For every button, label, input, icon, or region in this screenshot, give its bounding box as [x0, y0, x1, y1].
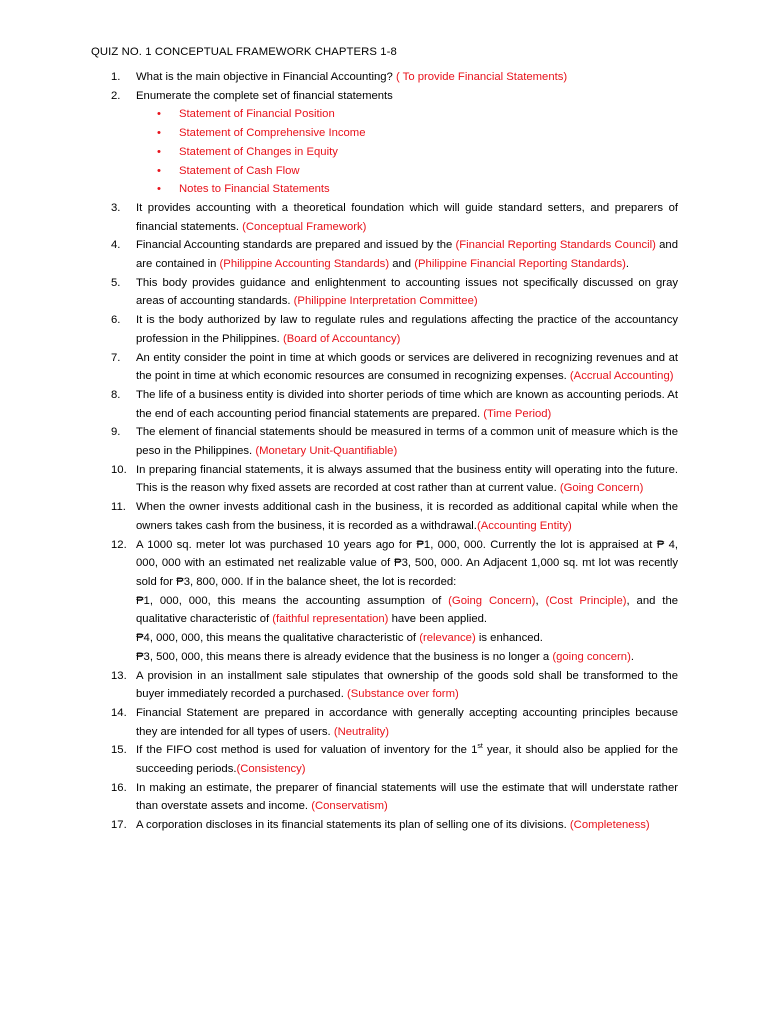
question-item — [91, 498, 678, 535]
answer-text: ( To provide Financial Statements) — [395, 71, 568, 83]
question-item — [91, 704, 678, 741]
question-number: 2. — [111, 89, 121, 102]
answer-text: (relevance) — [419, 632, 476, 645]
question-text: have been applied. — [388, 613, 488, 626]
question-text: ₱1, 000, 000, this means the accounting assumption of — [136, 594, 449, 607]
question-number: 12. — [111, 538, 127, 551]
question-text: In preparing financial statements, it is always assumed that the business entity will operating into the future. This is the reason why fixed assets are recorded at cost rather than at current value. — [136, 463, 678, 495]
question-text: ₱3, 500, 000, this means there is already evidence that the business is no longer a — [136, 650, 553, 663]
question-number: 16. — [111, 781, 127, 794]
question-item — [91, 536, 678, 667]
answer-text: (faithful representation) — [272, 613, 389, 626]
bullet-icon: • — [157, 145, 161, 158]
ordinal-suffix: st — [477, 743, 483, 751]
question-number: 1. — [111, 71, 121, 83]
answer-text: Statement of Changes in Equity — [179, 145, 338, 158]
question-item — [91, 779, 678, 816]
answer-text: (Conservatism) — [311, 800, 388, 813]
question-number: 15. — [111, 744, 127, 757]
answer-text: (Monetary Unit-Quantifiable) — [255, 445, 398, 458]
answer-bullet-item — [136, 124, 678, 143]
answer-text: Statement of Financial Position — [179, 108, 335, 121]
question-text: An entity consider the point in time at which goods or services are delivered in recognizing revenues and at the point in time at which economic resources are consumed in recognizing expenses. — [136, 351, 678, 383]
answer-text: (Going Concern) — [448, 594, 536, 607]
question-number: 3. — [111, 201, 121, 214]
answer-text: (Cost Principle) — [545, 594, 627, 607]
answer-text: (Time Period) — [483, 407, 552, 420]
answer-text: (Completeness) — [569, 819, 650, 832]
answer-text: (Board of Accountancy) — [282, 332, 401, 345]
bullet-icon: • — [157, 164, 161, 177]
answer-text: (Accrual Accounting) — [569, 370, 674, 383]
question-item — [91, 68, 678, 87]
question-text: What is the main objective in Financial Accounting? — [136, 71, 396, 83]
answer-text: (Conceptual Framework) — [242, 220, 367, 233]
answer-text: (Neutrality) — [333, 725, 390, 738]
question-number: 8. — [111, 388, 121, 401]
question-text: and — [389, 258, 415, 271]
answer-text: (Consistency) — [236, 763, 306, 776]
bullet-icon: • — [157, 108, 161, 121]
question-text: If the FIFO cost method is used for valuation of inventory for the 1 — [136, 744, 478, 757]
question-item — [91, 423, 678, 460]
question-item — [91, 816, 678, 835]
answer-text: Notes to Financial Statements — [179, 183, 330, 196]
question-number: 10. — [111, 463, 127, 476]
answer-text: (Philippine Interpretation Committee) — [293, 295, 478, 308]
answer-bullet-item — [136, 180, 678, 199]
answer-bullet-item — [136, 162, 678, 181]
question-text: , and the qualitative characteristic of — [136, 594, 679, 626]
question-number: 9. — [111, 426, 121, 439]
question-text: is enhanced. — [475, 632, 543, 645]
question-text: The element of financial statements should be measured in terms of a common unit of measure which is the peso in the Philippines. — [136, 426, 678, 458]
question-item — [91, 87, 678, 199]
document-title: QUIZ NO. 1 CONCEPTUAL FRAMEWORK CHAPTERS 1-8 — [91, 46, 397, 58]
question-text: It provides accounting with a theoretical foundation which will guide standard setters, and preparers of financial statements. — [136, 201, 678, 233]
question-text: Enumerate the complete set of financial statements — [136, 89, 393, 102]
question-text: A provision in an installment sale stipulates that ownership of the goods sold shall be transformed to the buyer immediately recorded a purchased. — [136, 669, 678, 701]
bullet-icon: • — [157, 127, 161, 140]
question-item — [91, 311, 678, 348]
question-text: Financial Accounting standards are prepared and issued by the — [136, 239, 456, 252]
question-item — [91, 236, 678, 273]
question-number: 7. — [111, 351, 121, 364]
question-text: This body provides guidance and enlightenment to accounting issues not specifically discussed on gray areas of accounting standards. — [136, 276, 678, 308]
question-number: 13. — [111, 669, 127, 682]
question-number: 4. — [111, 239, 121, 252]
answer-text: (Financial Reporting Standards Council) — [455, 239, 656, 252]
question-text: When the owner invests additional cash in the business, it is recorded as additional capital while when the owners takes cash from the business, it is recorded as a withdrawal. — [136, 501, 678, 532]
bullet-icon: • — [157, 183, 161, 196]
answer-text: (Philippine Accounting Standards) — [219, 258, 390, 271]
question-text: . — [625, 258, 629, 271]
question-text: ₱4, 000, 000, this means the qualitative characteristic of — [136, 632, 420, 645]
question-text: , — [535, 594, 546, 607]
question-text: Financial Statement are prepared in accordance with generally accepting accounting principles because they are intended for all types of users. — [136, 706, 678, 738]
answer-bullet-item — [136, 143, 678, 162]
answer-text: (Substance over form) — [346, 688, 459, 701]
question-list — [91, 68, 678, 835]
question-item — [91, 667, 678, 704]
answer-bullet-item — [136, 105, 678, 124]
question-item — [91, 274, 678, 311]
question-text: year, it should also be applied for the succeeding periods. — [136, 744, 678, 776]
question-number: 17. — [111, 819, 127, 832]
answer-text: (Philippine Financial Reporting Standards) — [414, 258, 626, 271]
question-text: The life of a business entity is divided into shorter periods of time which are known as accounting periods. At the end of each accounting period financial statements are prepared. — [136, 388, 678, 420]
question-text: In making an estimate, the preparer of financial statements will use the estimate that will understate rather than overstate assets and income. — [136, 781, 678, 813]
answer-bullet-list — [136, 105, 678, 199]
answer-text: (Accounting Entity) — [476, 519, 572, 532]
question-item — [91, 349, 678, 386]
question-item — [91, 741, 678, 778]
question-text: A corporation discloses in its financial statements its plan of selling one of its divisions. — [136, 819, 570, 832]
question-item — [91, 461, 678, 498]
question-number: 5. — [111, 276, 121, 289]
question-number: 6. — [111, 314, 121, 327]
question-number: 11. — [111, 501, 126, 514]
answer-text: (Going Concern) — [559, 482, 644, 495]
question-item — [91, 199, 678, 236]
question-number: 14. — [111, 706, 127, 719]
question-text: and are contained in — [136, 239, 678, 271]
question-text: It is the body authorized by law to regulate rules and regulations affecting the practice of the accountancy profession in the Philippines. — [136, 314, 678, 345]
answer-text: (going concern) — [552, 650, 631, 663]
answer-text: Statement of Cash Flow — [179, 164, 300, 177]
question-item — [91, 386, 678, 423]
question-text: A 1000 sq. meter lot was purchased 10 years ago for ₱1, 000, 000. Currently the lot is appraised at ₱ 4, 000, 000 with an estimated net realizable value of ₱3, 500, 000. An Adjacent 1,000 sq. mt lot was recently sold for ₱3, 800, 000. If in the balance sheet, the lot is recorded: — [136, 538, 678, 588]
answer-text: Statement of Comprehensive Income — [179, 127, 366, 140]
question-text: . — [630, 650, 634, 663]
